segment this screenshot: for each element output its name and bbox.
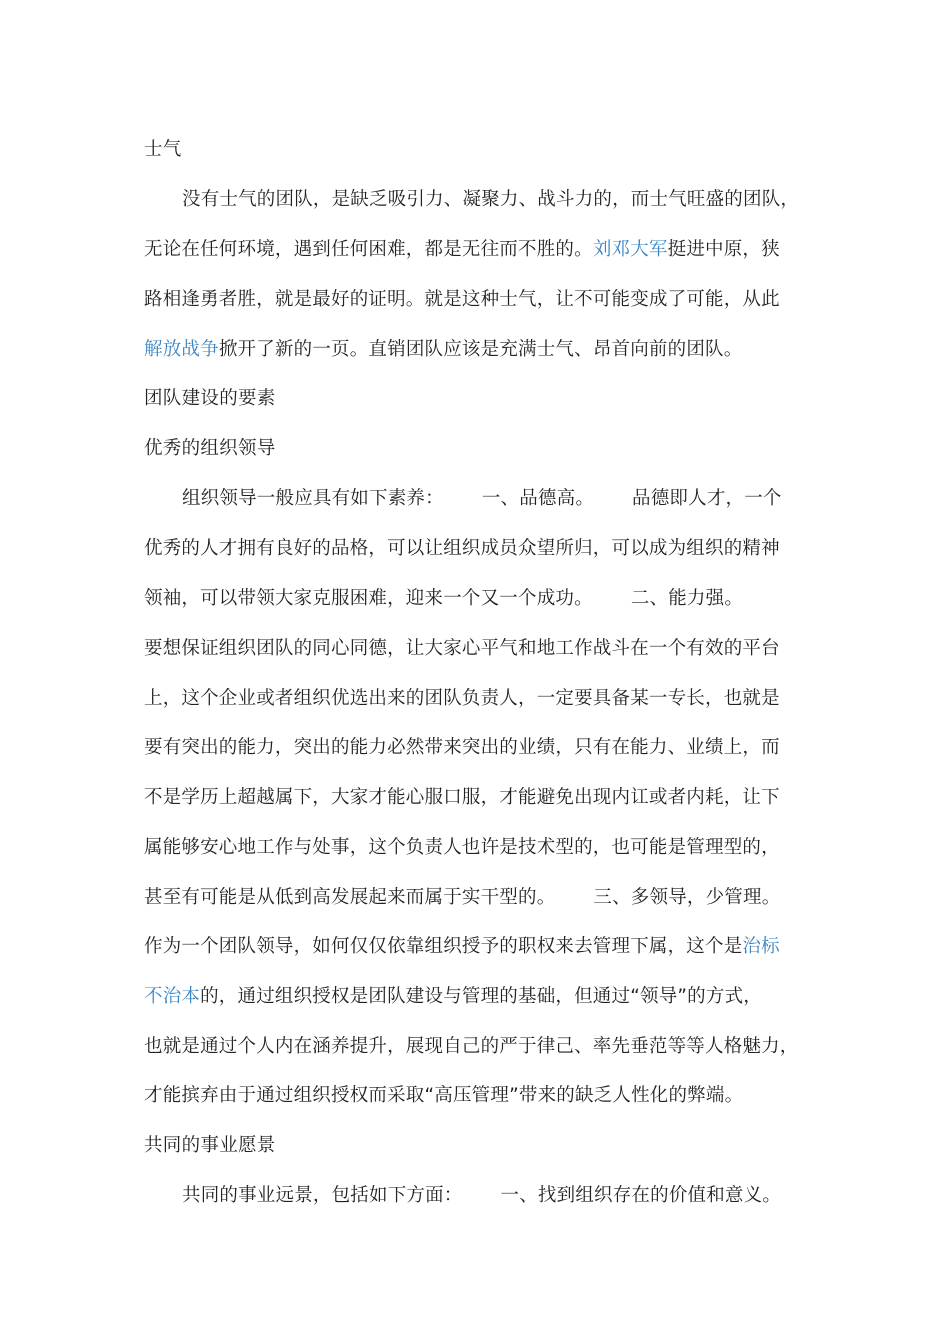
- text-run: 共同的事业远景，包括如下方面：: [182, 1185, 463, 1206]
- text-run: 属能够安心地工作与处事，这个负责人也许是技术型的，也可能是管理型的，: [144, 837, 780, 858]
- text-run: 品德即人才，一个: [632, 488, 782, 509]
- link-not-root-cause[interactable]: 不治本: [144, 986, 201, 1007]
- text-run: 三、多领导，少管理。: [593, 887, 781, 908]
- paragraph-line: [144, 187, 852, 213]
- paragraph-line: [144, 686, 814, 712]
- link-treat-symptoms[interactable]: 治标: [742, 936, 780, 957]
- paragraph-line: [144, 536, 814, 562]
- text-run: 的，通过组织授权是团队建设与管理的基础，但通过“领导”的方式，: [200, 986, 762, 1007]
- text-run: 也就是通过个人内在涵养提升，展现自己的严于律己、率先垂范等等人格魅力，: [144, 1036, 799, 1057]
- paragraph-line: [144, 287, 814, 313]
- text-run: 二、能力强。: [630, 588, 744, 609]
- paragraph-line: [144, 586, 814, 612]
- text-run: 要有突出的能力，突出的能力必然带来突出的业绩，只有在能力、业绩上，而: [144, 737, 780, 758]
- text-run: 作为一个团队领导，如何仅仅依靠组织授予的职权来去管理下属，这个是: [144, 936, 743, 957]
- text-run: 不是学历上超越属下，大家才能心服口服，才能避免出现内讧或者内耗，让下: [144, 787, 780, 808]
- text-run: 上，这个企业或者组织优选出来的团队负责人，一定要具备某一专长，也就是: [144, 688, 780, 709]
- text-run: 一、找到组织存在的价值和意义。: [500, 1185, 782, 1206]
- heading-shared-vision: 共同的事业愿景: [144, 1135, 276, 1156]
- heading-morale: 士气: [144, 139, 182, 160]
- text-run: 要想保证组织团队的同心同德，让大家心平气和地工作战斗在一个有效的平台: [144, 638, 780, 659]
- paragraph-line: [144, 237, 814, 263]
- paragraph-line: [144, 1183, 852, 1209]
- paragraph-line: [144, 885, 814, 911]
- text-run: 路相逢勇者胜，就是最好的证明。就是这种士气，让不可能变成了可能，从此: [144, 289, 780, 310]
- heading-team-elements: 团队建设的要素: [144, 388, 276, 409]
- text-run: 掀开了新的一页。直销团队应该是充满士气、昂首向前的团队。: [218, 339, 743, 360]
- paragraph-line: [144, 486, 852, 512]
- paragraph-line: [144, 785, 814, 811]
- text-run: 一、品德高。: [481, 488, 595, 509]
- text-run: 甚至有可能是从低到高发展起来而属于实干型的。: [144, 887, 556, 908]
- paragraph-line: [144, 337, 814, 363]
- text-run: 领袖，可以带领大家克服困难，迎来一个又一个成功。: [144, 588, 593, 609]
- paragraph-line: [144, 934, 814, 960]
- heading-leadership: 优秀的组织领导: [144, 438, 276, 459]
- paragraph-line: [144, 735, 814, 761]
- paragraph-line: [144, 1083, 814, 1109]
- paragraph-line: [144, 1034, 814, 1060]
- text-run: 挺进中原，狭: [667, 239, 780, 260]
- link-liberation-war[interactable]: 解放战争: [144, 339, 219, 360]
- paragraph-line: [144, 636, 814, 662]
- text-run: 才能摈弃由于通过组织授权而采取“高压管理”带来的缺乏人性化的弊端。: [144, 1085, 744, 1106]
- text-run: 没有士气的团队，是缺乏吸引力、凝聚力、战斗力的，而士气旺盛的团队，: [182, 189, 800, 210]
- link-liu-deng-army[interactable]: 刘邓大军: [592, 239, 668, 260]
- paragraph-line: [144, 984, 814, 1010]
- paragraph-line: [144, 835, 814, 861]
- text-run: 优秀的人才拥有良好的品格，可以让组织成员众望所归，可以成为组织的精神: [144, 538, 780, 559]
- text-run: 组织领导一般应具有如下素养：: [182, 488, 444, 509]
- text-run: 无论在任何环境，遇到任何困难，都是无往而不胜的。: [144, 239, 593, 260]
